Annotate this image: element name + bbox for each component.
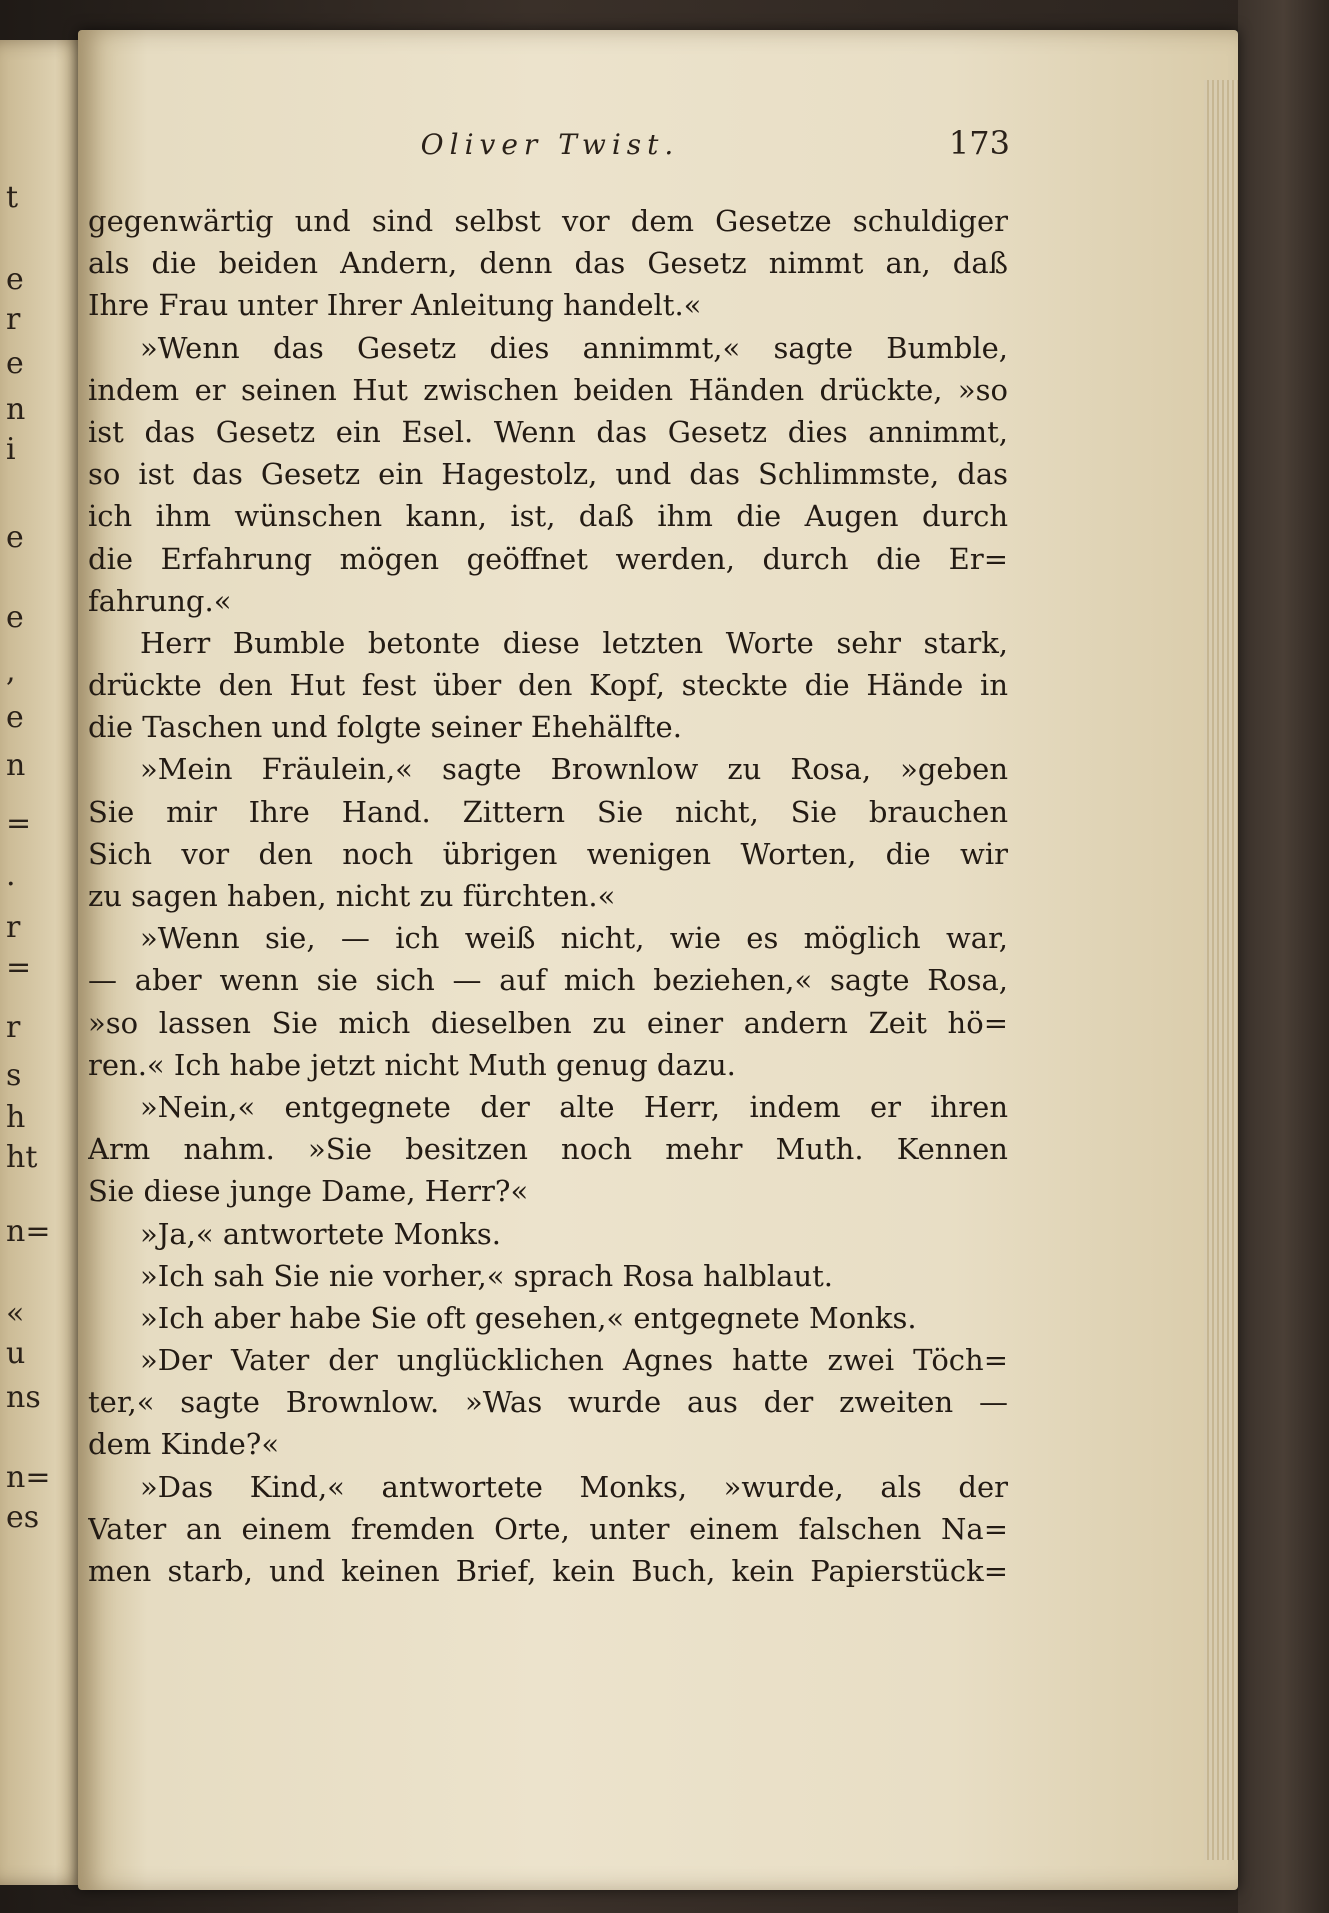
text-line: Vater an einem fremden Orte, unter einem falschen Na= bbox=[88, 1511, 1008, 1546]
previous-page-fragment: « bbox=[6, 1296, 25, 1331]
text-line: »Mein Fräulein,« sagte Brownlow zu Rosa, »geben bbox=[140, 752, 1008, 787]
previous-page-fragment: t bbox=[6, 180, 19, 215]
text-line: als die beiden Andern, denn das Gesetz nimmt an, daß bbox=[88, 246, 1008, 281]
text-line: Sich vor den noch übrigen wenigen Worten, die wir bbox=[88, 836, 1008, 871]
text-line: zu sagen haben, nicht zu fürchten.« bbox=[88, 879, 616, 913]
previous-page-fragment: n= bbox=[6, 1214, 51, 1249]
previous-page-fragment: ns bbox=[6, 1380, 41, 1415]
page-header bbox=[90, 118, 1010, 178]
previous-page-fragment: es bbox=[6, 1500, 40, 1535]
text-line: Sie mir Ihre Hand. Zittern Sie nicht, Sie brauchen bbox=[88, 794, 1008, 829]
previous-page-fragment: h bbox=[6, 1100, 26, 1135]
text-line: gegenwärtig und sind selbst vor dem Gesetze schuldiger bbox=[88, 204, 1008, 238]
previous-page-fragment: = bbox=[6, 806, 32, 841]
text-line: Arm nahm. »Sie besitzen noch mehr Muth. Kennen bbox=[88, 1132, 1008, 1167]
text-line: dem Kinde?« bbox=[88, 1427, 280, 1462]
previous-page-fragment: , bbox=[6, 654, 16, 689]
text-line: »Ich aber habe Sie oft gesehen,« entgegnete Monks. bbox=[140, 1300, 917, 1335]
text-line: ter,« sagte Brownlow. »Was wurde aus der zweiten — bbox=[88, 1385, 1008, 1420]
text-line: ren.« Ich habe jetzt nicht Muth genug dazu. bbox=[88, 1047, 736, 1082]
previous-page-fragment: u bbox=[6, 1336, 26, 1371]
previous-page-fragment: e bbox=[6, 346, 24, 381]
previous-page-fragment: n bbox=[6, 748, 26, 783]
previous-page-fragment: e bbox=[6, 600, 24, 635]
previous-page-fragment: i bbox=[6, 432, 16, 467]
text-line: »Wenn das Gesetz dies annimmt,« sagte Bumble, bbox=[140, 330, 1008, 365]
text-line: Sie diese junge Dame, Herr?« bbox=[88, 1174, 529, 1209]
text-line: men starb, und keinen Brief, kein Buch, kein Papierstück= bbox=[88, 1554, 1008, 1588]
previous-page-fragment: r bbox=[6, 302, 21, 337]
previous-page-fragment: s bbox=[6, 1058, 22, 1093]
page-stack-edge bbox=[1204, 80, 1238, 1860]
text-line: Ihre Frau unter Ihrer Anleitung handelt.« bbox=[88, 288, 702, 323]
previous-page-fragment: e bbox=[6, 700, 24, 735]
previous-page-fragment: = bbox=[6, 950, 32, 985]
text-line: »Ja,« antwortete Monks. bbox=[140, 1216, 501, 1251]
text-line: »Nein,« entgegnete der alte Herr, indem er ihren bbox=[140, 1089, 1008, 1124]
text-line: ich ihm wünschen kann, ist, daß ihm die Augen durch bbox=[88, 499, 1008, 534]
text-line: »Wenn sie, — ich weiß nicht, wie es möglich war, bbox=[140, 921, 1008, 956]
previous-page-fragment: r bbox=[6, 910, 21, 945]
text-line: »Der Vater der unglücklichen Agnes hatte zwei Töch= bbox=[140, 1343, 1008, 1378]
text-line: »Ich sah Sie nie vorher,« sprach Rosa halblaut. bbox=[140, 1258, 833, 1293]
text-line: »Das Kind,« antwortete Monks, »wurde, als der bbox=[140, 1469, 1008, 1504]
book-cover-edge bbox=[1238, 0, 1329, 1913]
text-line: Herr Bumble betonte diese letzten Worte sehr stark, bbox=[140, 625, 1008, 660]
text-line: ist das Gesetz ein Esel. Wenn das Gesetz dies annimmt, bbox=[88, 414, 1008, 449]
previous-page-fragment: n= bbox=[6, 1460, 51, 1495]
previous-page-fragment: ht bbox=[6, 1140, 38, 1175]
body-text bbox=[88, 200, 1008, 1592]
text-line: die Erfahrung mögen geöffnet werden, durch die Er= bbox=[88, 541, 1008, 576]
previous-page-fragment: e bbox=[6, 262, 24, 297]
text-line: drückte den Hut fest über den Kopf, steckte die Hände in bbox=[88, 668, 1008, 703]
text-line: fahrung.« bbox=[88, 583, 232, 618]
previous-page-fragment: r bbox=[6, 1010, 21, 1045]
text-line: — aber wenn sie sich — auf mich beziehen,« sagte Rosa, bbox=[88, 963, 1008, 998]
text-line: »so lassen Sie mich dieselben zu einer andern Zeit hö= bbox=[88, 1005, 1008, 1040]
text-line: so ist das Gesetz ein Hagestolz, und das Schlimmste, das bbox=[88, 457, 1008, 492]
text-line: indem er seinen Hut zwischen beiden Händen drückte, »so bbox=[88, 372, 1008, 407]
text-line: die Taschen und folgte seiner Ehehälfte. bbox=[88, 710, 682, 745]
running-title: Oliver Twist. bbox=[420, 128, 680, 161]
previous-page-fragment: . bbox=[6, 858, 16, 893]
previous-page-fragment: n bbox=[6, 392, 26, 427]
previous-page-fragment: e bbox=[6, 520, 24, 555]
page-number: 173 bbox=[948, 124, 1010, 162]
